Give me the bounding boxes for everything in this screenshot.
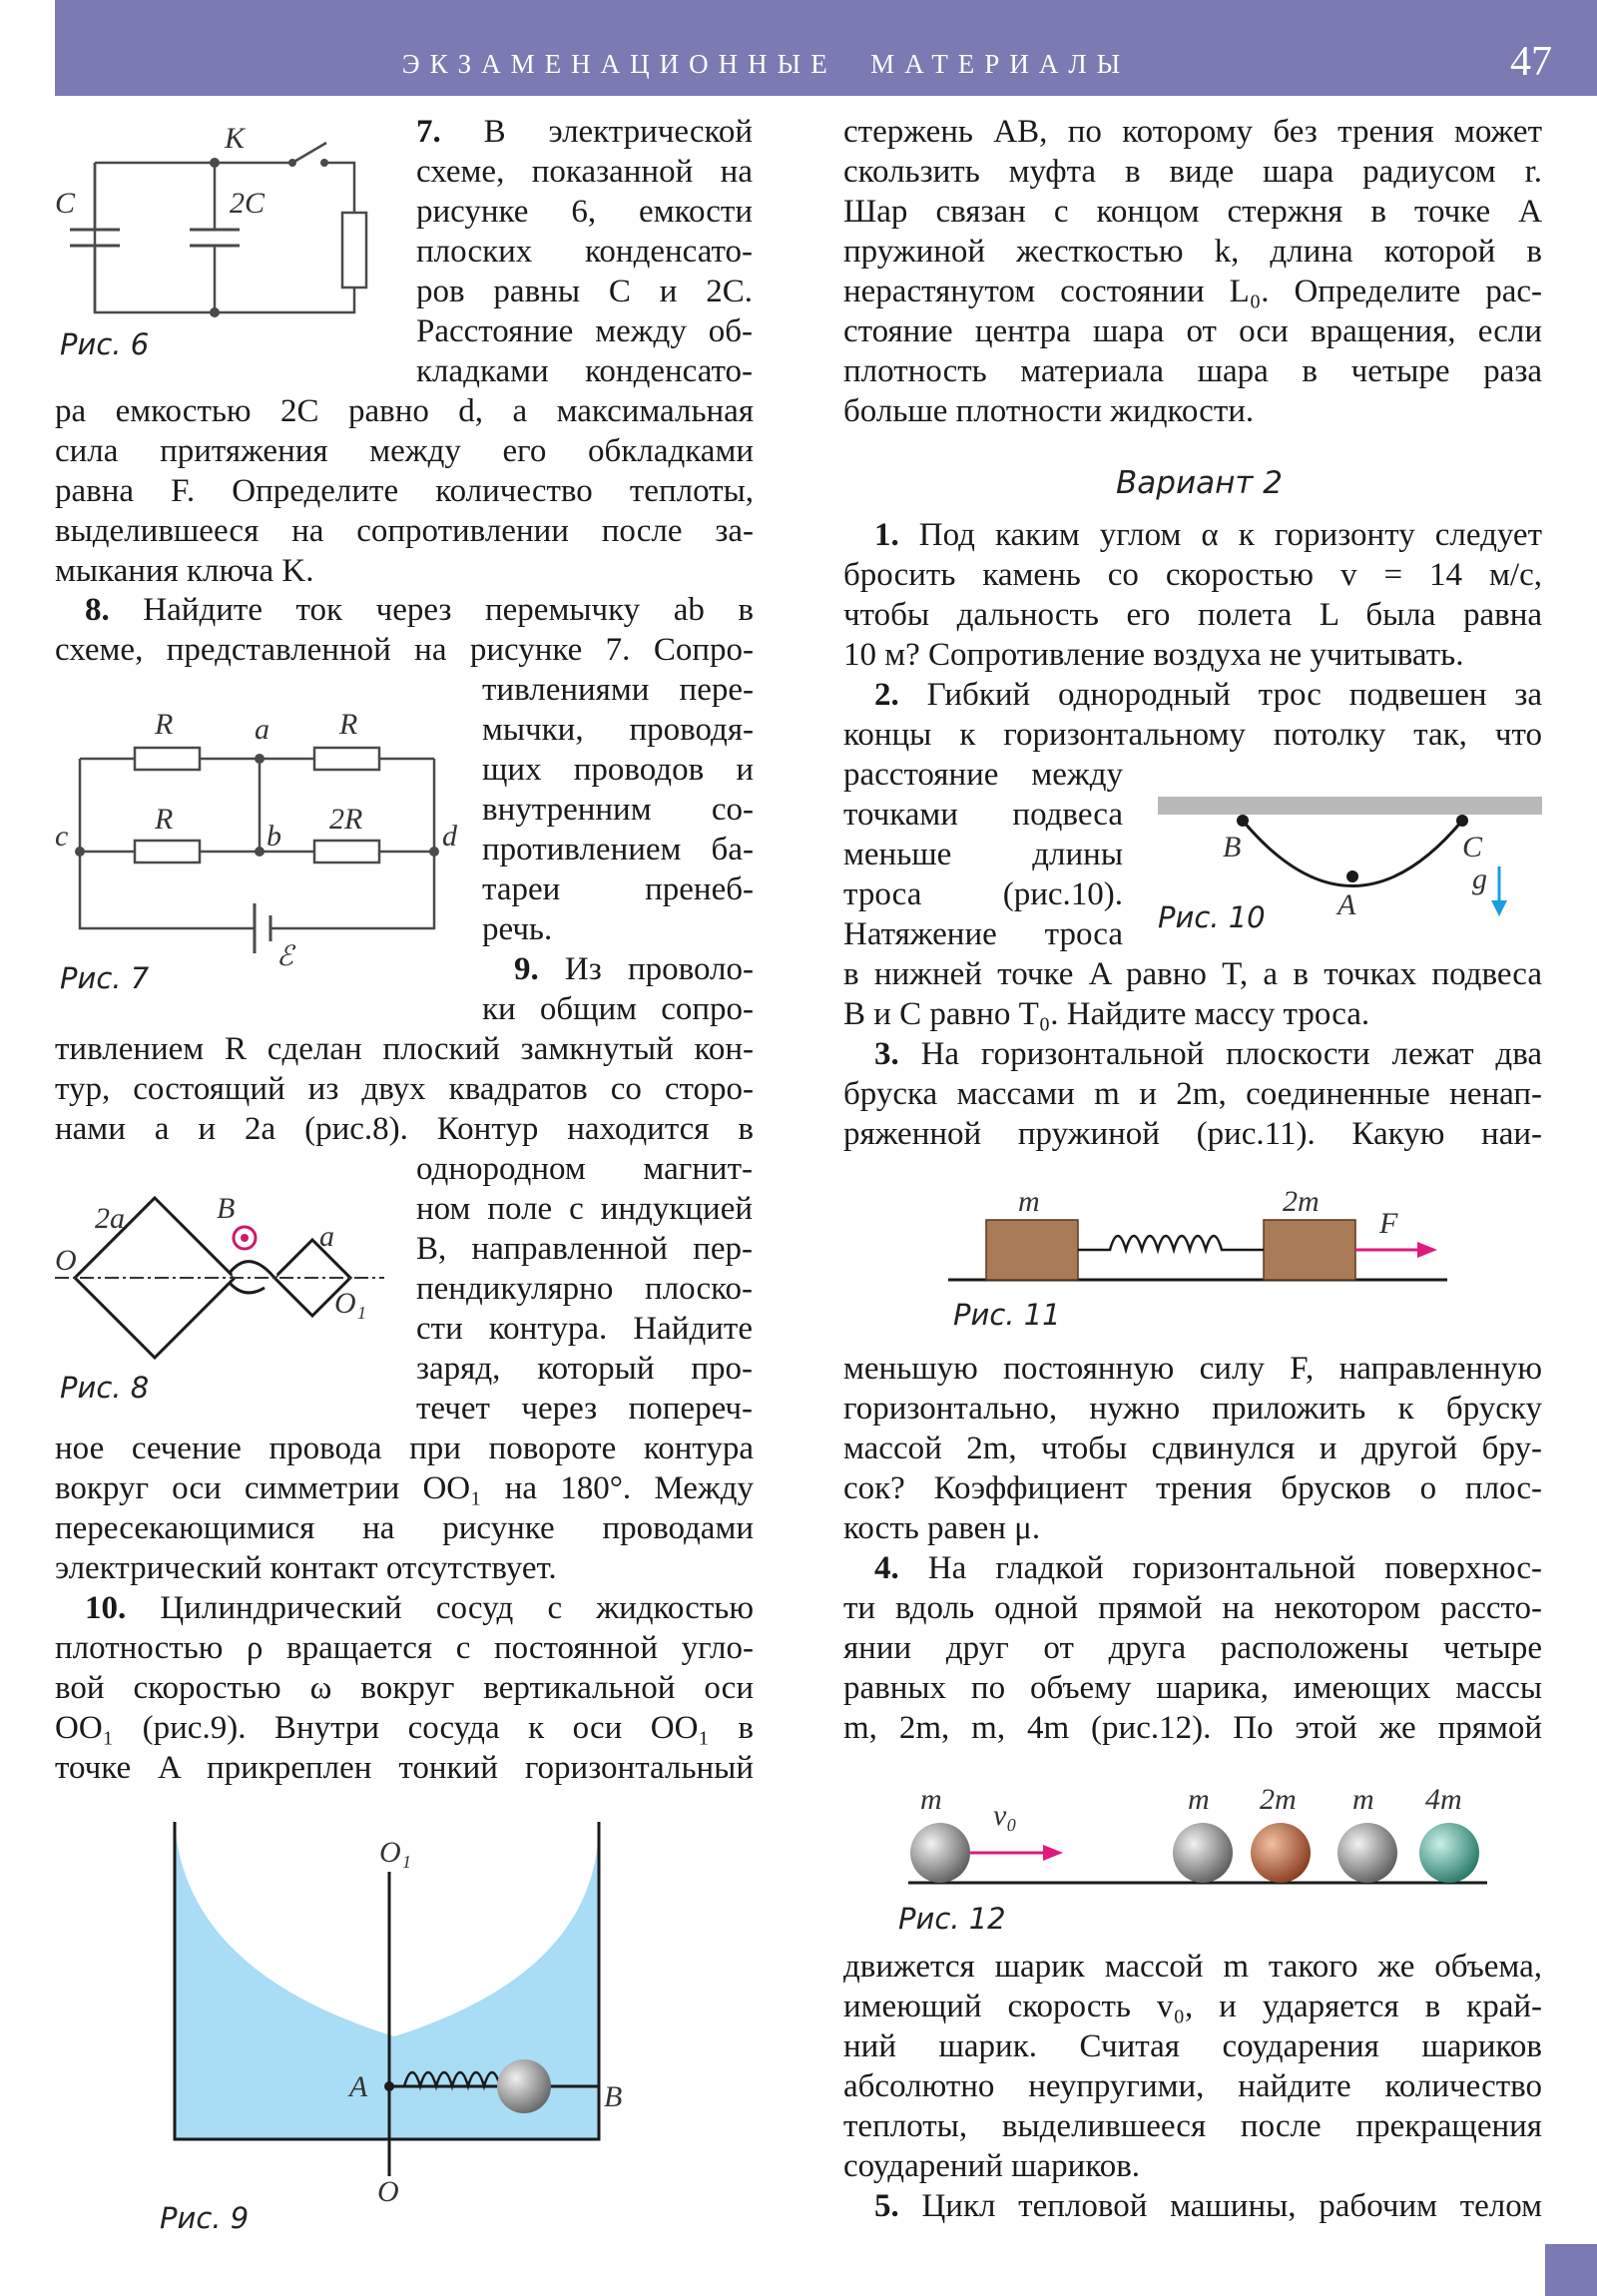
text-run: точками подвеса [843, 797, 1123, 833]
left-column-line [55, 1069, 754, 1109]
text-run: 10 м? Сопротивление воздуха не учитывать. [843, 637, 1464, 673]
text-run: кость равен μ. [843, 1510, 1041, 1546]
label-ball-3: m [1352, 1783, 1374, 1816]
caption-fig9: Рис. 9 [160, 2201, 250, 2235]
label-ball-1: m [1188, 1783, 1210, 1816]
figure-12 [898, 1783, 1497, 1887]
header-title: ЭКЗАМЕНАЦИОННЫЕ МАТЕРИАЛЫ [401, 49, 1131, 79]
text-run: сти контура. Найдите [416, 1311, 753, 1347]
label-r3: R [155, 803, 174, 836]
left-column-line [482, 989, 754, 1029]
text-run: Найдите ток через перемычку ab в [109, 592, 754, 628]
label-v0: v₀ [993, 1799, 1017, 1832]
right-column-line [843, 595, 1542, 635]
text-run: меньше длины [843, 837, 1123, 872]
left-column-line [416, 192, 753, 232]
left-column-line [55, 1628, 754, 1668]
text-run: m, 2m, m, 4m (рис.12). По этой же прямой [843, 1710, 1542, 1746]
left-column-line [55, 431, 754, 471]
text-run: речь. [482, 911, 553, 947]
left-column-line [416, 1269, 753, 1309]
label-f: F [1379, 1207, 1398, 1240]
right-column-line [874, 675, 1542, 715]
left-column-line [55, 630, 754, 670]
text-run: бруска массами m и 2m, соединенные ненап- [843, 1076, 1542, 1112]
text-run: соударений шариков. [843, 2148, 1141, 2184]
right-column-line [843, 351, 1542, 391]
label-2m: 2m [1283, 1185, 1320, 1218]
caption-fig8: Рис. 8 [60, 1371, 150, 1405]
text-run: движется шарик массой m такого же объема, [843, 1949, 1542, 1985]
text-run: горизонтально, нужно приложить к бруску [843, 1391, 1542, 1427]
left-column-line [416, 232, 753, 272]
problem-number: 8. [85, 592, 110, 628]
left-column-line [55, 1468, 754, 1508]
label-2c: 2C [230, 187, 266, 220]
right-column-line [843, 1468, 1542, 1508]
text-run: Гибкий однородный трос подвешен за [898, 677, 1542, 713]
left-column-line [416, 1349, 753, 1389]
text-run: сок? Коэффициент трения брусков о плос- [843, 1470, 1542, 1506]
right-column-line [843, 2106, 1542, 2146]
label-d: d [442, 820, 457, 853]
text-run: мычки, проводя- [482, 712, 754, 748]
text-run: Натяжение троса [843, 916, 1123, 952]
left-column-line [416, 112, 753, 152]
variant-heading: Вариант 2 [1116, 465, 1283, 501]
text-run: B и C равно T₀. Найдите массу троса. [843, 996, 1370, 1032]
text-run: однородном магнит- [416, 1151, 753, 1187]
text-run: Шар связан с концом стержня в точке A [843, 194, 1542, 230]
left-column-line [416, 351, 753, 391]
right-column-line [843, 1947, 1542, 1987]
text-run: ний шарик. Считая соударения шариков [843, 2028, 1542, 2064]
right-column-line [843, 311, 1542, 351]
text-run: троса (рис.10). [843, 876, 1123, 912]
text-run: внутренним со- [482, 792, 754, 828]
balls-diagram-12 [898, 1783, 1497, 1887]
left-column-line [482, 790, 754, 830]
right-column-line [843, 914, 1123, 954]
text-run: точке A прикреплен тонкий горизонтальный [55, 1750, 754, 1786]
right-column-line [843, 755, 1123, 795]
label-ball-4: 4m [1425, 1783, 1462, 1816]
right-column-line [843, 1628, 1542, 1668]
text-run: электрический контакт отсутствует. [55, 1550, 557, 1586]
right-column-line [843, 835, 1123, 874]
label-m: m [1018, 1185, 1040, 1218]
right-column-line [843, 874, 1123, 914]
text-run: плотностью ρ вращается с постоянной угло- [55, 1630, 754, 1666]
left-column-line [416, 272, 753, 311]
right-column-line [843, 192, 1542, 232]
text-run: плоских конденсато- [416, 234, 753, 270]
right-column-line [843, 2026, 1542, 2066]
text-run: тур, состоящий из двух квадратов со сторо- [55, 1071, 754, 1107]
text-run: тивлениями пере- [482, 672, 754, 708]
right-column-line [843, 795, 1123, 835]
text-run: концы к горизонтальному потолку так, что [843, 717, 1542, 753]
label-m: m [920, 1783, 942, 1816]
corner-tab [1545, 2244, 1597, 2296]
circuit-diagram-6 [55, 118, 374, 327]
text-run: противлением ба- [482, 832, 754, 867]
text-run: пересекающимися на рисунке проводами [55, 1510, 754, 1546]
text-run: Под каким углом α к горизонту следует [898, 517, 1542, 553]
right-column-line [874, 2186, 1542, 2226]
right-column-line [843, 1668, 1542, 1708]
text-run: пендикулярно плоско- [416, 1271, 753, 1307]
problem-number: 9. [514, 951, 539, 987]
right-column-line [843, 272, 1542, 311]
right-column-line [874, 1034, 1542, 1074]
page-header [55, 0, 1597, 96]
left-column-line [482, 750, 754, 790]
left-column-line [55, 1029, 754, 1069]
text-run: ряженной пружиной (рис.11). Какую наи- [843, 1116, 1542, 1152]
text-run: ном поле с индукцией [416, 1191, 753, 1227]
text-run: B, направленной пер- [416, 1231, 753, 1267]
label-o: O [377, 2175, 399, 2208]
right-column-line [843, 1074, 1542, 1114]
label-key: K [225, 122, 246, 155]
left-column-line [85, 590, 754, 630]
right-column-line [874, 515, 1542, 555]
caption-fig10: Рис. 10 [1158, 900, 1266, 934]
right-column-line [843, 2066, 1542, 2106]
label-c: C [55, 187, 76, 220]
right-column-line [874, 1548, 1542, 1588]
text-run: кладками конденсато- [416, 353, 753, 389]
text-run: теплоты, выделившееся после прекращения [843, 2108, 1542, 2144]
text-run: меньшую постоянную силу F, направленную [843, 1351, 1542, 1387]
label-2a: 2a [95, 1202, 125, 1235]
text-run: расстояние между [843, 757, 1123, 793]
text-run: OO₁ (рис.9). Внутри сосуда к оси OO₁ в [55, 1710, 754, 1746]
text-run: нерастянутом состоянии L₀. Определите рас- [843, 274, 1542, 309]
right-column-line [843, 1588, 1542, 1628]
left-column-line [55, 1508, 754, 1548]
problem-number: 7. [416, 114, 441, 150]
left-column-line [85, 1588, 754, 1628]
label-a: a [319, 1220, 334, 1253]
left-column-line [55, 511, 754, 551]
text-run: скользить муфта в виде шара радиусом r. [843, 154, 1542, 190]
left-column-line [416, 1389, 753, 1429]
right-column-line [843, 715, 1542, 755]
text-run: схеме, показанной на [416, 154, 753, 190]
figure-7 [55, 704, 474, 972]
left-column-line [416, 1149, 753, 1189]
text-run: пружиной жесткостью k, длина которой в [843, 234, 1542, 270]
left-column-line [55, 471, 754, 511]
left-column-line [55, 1429, 754, 1468]
caption-fig11: Рис. 11 [953, 1298, 1061, 1332]
left-column-line [416, 152, 753, 192]
left-column-line [55, 1548, 754, 1588]
right-column-line [843, 1987, 1542, 2026]
text-run: тареи пренеб- [482, 871, 754, 907]
caption-fig7: Рис. 7 [60, 961, 150, 995]
text-run: заряд, который про- [416, 1351, 753, 1387]
label-a: A [1337, 888, 1356, 921]
figure-8 [55, 1188, 394, 1368]
left-column-line [416, 1309, 753, 1349]
text-run: Цикл тепловой машины, рабочим телом [898, 2188, 1542, 2224]
text-run: Цилиндрический сосуд с жидкостью [126, 1590, 754, 1626]
text-run: На горизонтальной плоскости лежат два [898, 1036, 1542, 1072]
figure-11 [948, 1183, 1447, 1293]
label-b: B [1223, 831, 1242, 863]
right-column-line [843, 2146, 1542, 2186]
label-o: O [55, 1244, 77, 1277]
left-column-line [55, 1708, 754, 1748]
circuit-diagram-7 [55, 704, 474, 972]
text-run: Расстояние между об- [416, 313, 753, 349]
right-column-line [843, 232, 1542, 272]
left-column-line [55, 1748, 754, 1788]
blocks-diagram-11 [948, 1183, 1447, 1293]
right-column-line [843, 1114, 1542, 1154]
label-b: b [266, 820, 281, 853]
text-run: абсолютно неупругими, найдите количество [843, 2068, 1542, 2104]
text-run: стояние центра шара от оси вращения, если [843, 313, 1542, 349]
right-column-line [843, 112, 1542, 152]
text-run: в нижней точке A равно T, а в точках подвеса [843, 956, 1542, 992]
text-run: В электрической [440, 114, 753, 150]
text-run: равных по объему шарика, имеющих массы [843, 1670, 1542, 1706]
left-column-line [482, 869, 754, 909]
text-run: ки общим сопро- [482, 991, 754, 1027]
label-ball-2: 2m [1260, 1783, 1297, 1816]
problem-number: 1. [874, 517, 899, 553]
right-column-line [843, 555, 1542, 595]
label-r2: R [339, 708, 358, 741]
label-o1: O₁ [379, 1836, 412, 1869]
text-run: имеющий скорость v₀, и ударяется в край- [843, 1989, 1542, 2024]
label-c: C [1462, 831, 1483, 863]
right-column-line [843, 1708, 1542, 1748]
caption-fig12: Рис. 12 [898, 1902, 1006, 1936]
right-column-line [843, 954, 1542, 994]
text-run: вой скоростью ω вокруг вертикальной оси [55, 1670, 754, 1706]
text-run: Из проволо- [538, 951, 754, 987]
text-run: бросить камень со скоростью v = 14 м/с, [843, 557, 1542, 593]
text-run: равна F. Определите количество теплоты, [55, 473, 754, 509]
left-column-line [482, 670, 754, 710]
problem-number: 3. [874, 1036, 899, 1072]
text-run: тивлением R сделан плоский замкнутый кон- [55, 1031, 754, 1067]
text-run: плотность материала шара в четыре раза [843, 353, 1542, 389]
caption-fig6: Рис. 6 [60, 327, 150, 361]
left-column-line [482, 830, 754, 869]
right-column-line [843, 152, 1542, 192]
text-run: нами a и 2a (рис.8). Контур находится в [55, 1111, 754, 1147]
text-run: течет через попереч- [416, 1391, 753, 1427]
label-2r: 2R [329, 803, 363, 836]
left-column-line [55, 551, 754, 591]
right-column-line [843, 1508, 1542, 1548]
text-run: На гладкой горизонтальной поверхнос- [898, 1550, 1542, 1586]
text-run: ти вдоль одной прямой на некотором рассто- [843, 1590, 1542, 1626]
text-run: сила притяжения между его обкладками [55, 433, 754, 469]
left-column-line [482, 909, 754, 949]
left-column-line [514, 949, 754, 989]
text-run: выделившееся на сопротивлении после за- [55, 513, 754, 549]
problem-number: 2. [874, 677, 899, 713]
right-column-line [843, 994, 1542, 1034]
right-column-line [843, 1349, 1542, 1389]
page-number: 47 [1510, 39, 1552, 85]
left-column-line [416, 1229, 753, 1269]
text-run: стержень AB, по которому без трения может [843, 114, 1542, 150]
label-b: B [604, 2080, 623, 2113]
left-column-line [55, 391, 754, 431]
label-emf: ℰ [276, 941, 293, 972]
text-run: ра емкостью 2C равно d, а максимальная [55, 393, 754, 429]
right-column-line [843, 1389, 1542, 1429]
label-r1: R [155, 708, 174, 741]
text-run: щих проводов и [482, 752, 754, 788]
left-column-line [482, 710, 754, 750]
text-run: вокруг оси симметрии OO₁ на 180°. Между [55, 1470, 754, 1506]
right-column-line [843, 635, 1542, 675]
figure-9 [155, 1822, 634, 2208]
text-run: мыкания ключа K. [55, 553, 314, 589]
left-column-line [416, 1189, 753, 1229]
text-run: чтобы дальность его полета L была равна [843, 597, 1542, 633]
problem-number: 4. [874, 1550, 899, 1586]
left-column-line [416, 311, 753, 351]
figure-6 [55, 118, 374, 327]
text-run: рисунке 6, емкости [416, 194, 753, 230]
label-o1: O₁ [334, 1287, 367, 1320]
label-c: c [55, 820, 69, 853]
problem-number: 5. [874, 2188, 899, 2224]
label-a: A [349, 2070, 368, 2103]
right-column-line [843, 1429, 1542, 1468]
text-run: больше плотности жидкости. [843, 393, 1255, 429]
text-run: ров равны C и 2C. [416, 274, 753, 309]
left-column-line [55, 1109, 754, 1149]
vessel-diagram-9 [155, 1822, 634, 2208]
text-run: схеме, представленной на рисунке 7. Сопро- [55, 632, 754, 668]
label-b: B [217, 1192, 236, 1225]
label-a: a [255, 713, 269, 746]
contour-diagram-8 [55, 1188, 394, 1368]
right-column-line [843, 391, 1542, 431]
text-run: массой 2m, чтобы сдвинулся и другой бру- [843, 1431, 1542, 1466]
label-g: g [1472, 862, 1487, 895]
problem-number: 10. [85, 1590, 127, 1626]
text-run: ное сечение провода при повороте контура [55, 1431, 754, 1466]
left-column-line [55, 1668, 754, 1708]
text-run: янии друг от друга расположены четыре [843, 1630, 1542, 1666]
